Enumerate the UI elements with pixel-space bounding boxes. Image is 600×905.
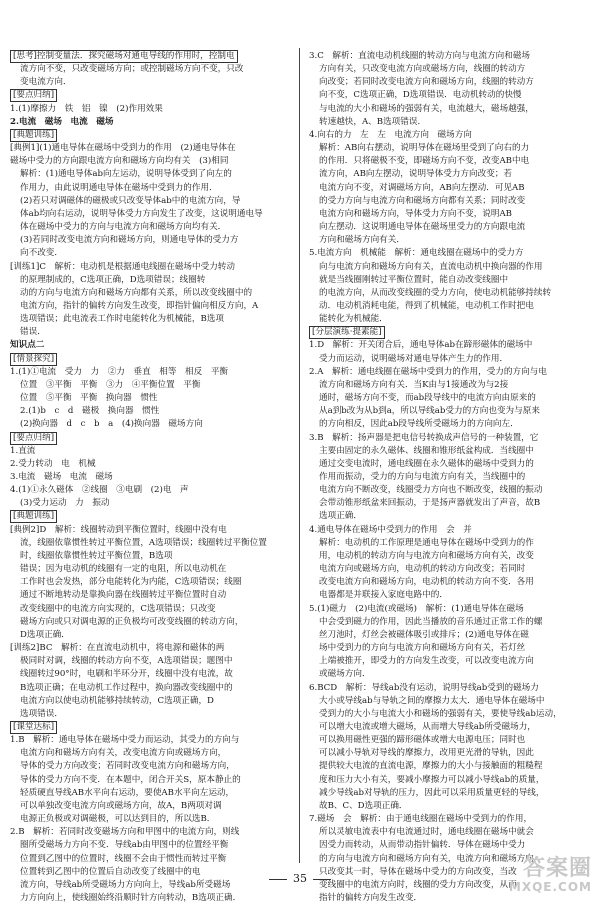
text-line: 磁场方向或只对调电源的正负极均可改变线圈的转动方向，	[20, 616, 244, 627]
text-line: 5.电流方向 机械能 解析：通电线圈在磁场中的受力方	[309, 248, 524, 259]
text-line: 流方向不变，只改变磁场方向；或控制磁场方向不变，只改	[20, 64, 244, 75]
text-line	[10, 129, 286, 142]
text-line: 2.电流 磁场 电流 磁场	[10, 116, 114, 127]
text-line: 所以灵敏电流表中有电流通过时，通电线圈在磁场中就会	[319, 827, 534, 838]
text-line: 转速越快，A、B选项错误．	[319, 116, 427, 127]
text-line: 电流方向和磁场方向，导体受力方向不变，说明AB	[319, 208, 512, 219]
section-label: [情景探究]	[10, 353, 57, 366]
text-line: 因受力而转动，从而带动指针偏转．导体在磁场中受力	[319, 840, 526, 851]
text-line: 位置到乙图中的位置时，线圈不会由于惯性而转过平衡	[20, 853, 227, 864]
text-line: 只改变其一时，导体在磁场中受力的方向改变，当改	[319, 866, 517, 877]
text-line: 电流方向，指针的偏转方向发生改变，即指针偏向相反方向，A	[20, 300, 259, 311]
text-line: 1.B 解析：通电导体在磁场中受力而运动，其受力的方向与	[10, 735, 240, 746]
text-line	[10, 89, 286, 102]
text-line: 错误；因为电动机的线圈有一定的电阻，所以电动机在	[20, 564, 227, 575]
text-line: [训练1]C 解析：电动机是根据通电线圈在磁场中受力转动	[10, 261, 235, 272]
text-line: 受到力的大小与电流大小和磁场的强弱有关，要使导线ab运动，	[319, 708, 562, 719]
text-line: 线圈转过90°时，电刷和半环分开，线圈中没有电流，故	[20, 669, 233, 680]
text-line: 可以单独改变电流方向或磁场方向，故A，B两项对调	[20, 800, 222, 811]
text-line: 的电流方向，从而改变线圈的受力方向，使电动机能够持续转	[319, 287, 552, 298]
text-line: 4.通电导体在磁场中受到力的作用 会 并	[309, 524, 472, 535]
text-line: 电流方向不变，对调磁场方向，AB向左摆动．可见AB	[319, 182, 525, 193]
text-line: 电源正负极或对调磁极，可以达到目的，所以选B．	[20, 814, 216, 825]
section-label: [分层演练·提素能]	[309, 326, 385, 339]
text-line: 流方向，AB向左摆动，说明导体受力方向改变；若	[319, 169, 512, 180]
text-line: 5.(1)磁力 (2)电流(或磁场) 解析：(1)通电导体在磁场	[309, 603, 524, 614]
text-line: 4.(1)①永久磁体 ②线圈 ③电刷 (2)电 声	[10, 485, 189, 496]
text-line: 的作用．只将磁极不变，即磁场方向不变，改变AB中电	[319, 156, 530, 167]
text-line: 知识点二	[10, 340, 45, 351]
text-line: 或磁场方向．	[319, 669, 371, 680]
text-line: 选项正确．	[319, 511, 362, 522]
text-line: 1.(1)①电流 受力 力 ②力 垂直 相等 相反 平衡	[10, 366, 229, 377]
text-line: 流，线圈依靠惯性转过平衡位置，A选项错误；线圈转过平衡位置	[20, 537, 267, 548]
text-line: 6.BCD 解析：导线ab没有运动，说明导线ab受到的磁场力	[309, 682, 539, 693]
section-label: [要点归纳]	[10, 432, 57, 445]
text-line: (3)若同时改变电流方向和磁场方向，则通电导体的受力方	[20, 235, 239, 246]
text-line: 2.(1)b c d 磁极 换向器 惯性	[20, 406, 160, 417]
text-line: 与电流的大小和磁场的强弱有关，电流越大，磁场越强，	[319, 103, 534, 114]
text-line: 动的方向与电流方向和磁场方向都有关系，所以改变线圈中的	[20, 287, 253, 298]
footer-rule-left	[269, 879, 287, 880]
text-line: 可以增大电流或增大磁场，从而增大导线ab所受磁场力，	[319, 721, 536, 732]
text-line: 场中受到力的方向与电流方向和磁场方向有关，若灯丝	[319, 643, 526, 654]
text-line: 圈所受磁场力方向不变．导线ab由甲图中的位置经平衡	[20, 840, 229, 851]
text-line: 变电流方向．	[20, 77, 72, 88]
text-line: 用，电动机的转动方向与电流方向和磁场方向有关，改变	[319, 550, 534, 561]
text-line: 导体的受力方向不变．在本题中，闭合开关S，原本静止的	[20, 774, 241, 785]
text-line: 上端被推开，即受力的方向发生改变，可以改变电流方向	[319, 656, 534, 667]
text-line: 向左摆动．这说明通电导体在磁场里受力的方向跟电流	[319, 222, 526, 233]
text-line: (2)换向器 d c b a (4)换向器 磁场方向	[20, 419, 203, 430]
text-line: 从a到b改为从b到a，所以导线ab受力的方向也变为与原来	[319, 406, 540, 417]
text-line: 位置 ⑤平衡 平衡 换向器 惯性	[20, 393, 158, 404]
text-line: 4.向右的力 左 左 电流方向 磁场方向	[309, 129, 472, 140]
text-line: 故B、C、D选项正确．	[319, 800, 408, 811]
text-line: 受力而运动，说明磁场对通电导体产生力的作用．	[319, 353, 509, 364]
text-line: 7.磁场 会 解析：由于通电线圈在磁场中受到力的作用，	[309, 814, 533, 825]
left-column	[10, 50, 286, 905]
section-label: [典题训练]	[10, 129, 57, 142]
section-label: [思考]控制变量法．探究磁场对通电导线的作用时，控制电	[10, 50, 238, 63]
text-line: [典例1](1)通电导体在磁场中受到力的作用 (2)通电导体在	[10, 143, 236, 154]
text-line: 大小或导线ab与导轨之间的摩擦力太大．通电导体在磁场中	[319, 695, 545, 706]
text-line: 中会受到磁力的作用，因此当播放的音乐通过正常工作的螺	[319, 616, 543, 627]
text-line	[10, 50, 286, 63]
text-line: 的原理制成的，C选项正确，D选项错误；线圈转	[20, 274, 206, 285]
column-divider	[299, 48, 300, 863]
text-line: 的受力方向与电流方向和磁场方向都有关系；同时改变	[319, 195, 526, 206]
text-line: 方向有关，只改变电流方向或磁场方向，线圈的转动方	[319, 64, 526, 75]
text-line: 电流方向以使电动机能够持续转动，C选项正确，D	[20, 695, 214, 706]
text-line	[10, 510, 286, 523]
text-line: 会带动锥形纸盆来回振动，于是扬声器就发出了声音，故B	[319, 498, 541, 509]
text-line: 电流方向或磁场方向，电动机的转动方向改变；若同时	[319, 564, 526, 575]
watermark-line2: MXQE.COM	[508, 880, 592, 894]
text-line: 作用力，由此说明通电导体在磁场中受到力的作用．	[20, 182, 218, 193]
text-line: 力方向向上，使线圈始终沿顺时针方向转动，B选项正确．	[20, 893, 242, 903]
text-line: 通时，磁场方向不变，而ab段导线中的电流方向由原来的	[319, 393, 536, 404]
text-line: 变线圈中的电流方向时，线圈的受力方向改变，从而	[319, 879, 517, 890]
text-line: 作用而振动，受力的方向与电流方向有关，当线圈中的	[319, 472, 526, 482]
text-line: D选项正确．	[20, 629, 70, 640]
text-line: 3.电流 磁场 电流 磁场	[10, 472, 113, 482]
text-line: 减少导线ab对导轨的压力，因此可以采用质量更轻的导线，	[319, 787, 545, 798]
text-line: 向不变，C选项正确，D选项错误．电动机转动的快慢	[319, 90, 522, 101]
text-line: 电流方向和磁场方向有关，改变电流方向或磁场方向，	[20, 748, 227, 759]
text-line: 2.B 解析：若同时改变磁场方向和甲图中的电流方向，则线	[10, 827, 240, 838]
text-line: 改变电流方向和磁场方向，电动机的转动方向不变．各用	[319, 577, 534, 588]
text-line	[10, 721, 286, 734]
text-line: 选项错误．	[20, 708, 63, 719]
text-line: 体在磁场中受力的方向与电流方向和磁场方向均有关．	[20, 222, 227, 233]
text-line: 方向和磁场方向有关．	[319, 235, 405, 246]
text-line: 体ab均向右运动，说明导体受力方向发生了改变，这说明通电导	[20, 208, 263, 219]
text-line: 的方向相反，因此ab段导线所受磁场力的方向向左．	[319, 419, 519, 430]
text-line: 向与电流方向和磁场方向有关，直流电动机中换向器的作用	[319, 261, 543, 272]
text-line: 解析：电动机的工作原理是通电导体在磁场中受到力的作	[319, 537, 534, 548]
text-line: 通过交变电流时，通电线圈在永久磁体的磁场中受到力的	[319, 458, 534, 469]
text-line: 1.D 解析：开关闭合后，通电导体ab在蹄形磁体的磁场中	[309, 340, 533, 351]
text-line: 就是当线圈刚转过平衡位置时，能自动改变线圈中	[319, 274, 509, 285]
text-line: 流方向，导线ab所受磁场力方向向上，导线ab所受磁场	[20, 879, 231, 890]
text-line: 1.直流	[10, 445, 36, 456]
text-line: 1.(1)摩擦力 铁 铝 镍 (2)作用效果	[10, 103, 163, 114]
text-line: 可以换用磁性更强的蹄形磁体或增大电源电压；同时也	[319, 735, 526, 746]
text-line: 流方向和磁场方向有关．当K由与1接通改为与2接	[319, 379, 509, 390]
text-line	[10, 353, 286, 366]
text-line: 错误．	[20, 327, 46, 338]
page-number: 35	[293, 872, 307, 885]
text-line: 2.A 解析：通电线圈在磁场中受到力的作用，受力的方向与电	[309, 366, 547, 377]
text-line: [训练2]BC 解析：在直流电动机中，将电源和磁体的两	[10, 643, 225, 654]
text-line	[309, 326, 585, 339]
text-line: 通过不断地转动是靠换向器在线圈转过平衡位置时自动	[20, 590, 227, 601]
right-column	[309, 50, 585, 905]
text-line: 度和压力大小有关，要减小摩擦力可以减小导线ab的质量，	[319, 774, 545, 785]
text-line: 向不改变．	[20, 248, 63, 259]
text-line: 指针的偏转方向发生改变．	[319, 893, 423, 903]
text-line	[10, 432, 286, 445]
text-line: [典例2]D 解析：线圈转动到平衡位置时，线圈中没有电	[10, 524, 227, 535]
section-label: [课堂达标]	[10, 721, 57, 734]
text-line: 选项错误；此电流表工作时电能转化为机械能，B选项	[20, 314, 224, 325]
text-line: 解析：(1)通电导体ab向左运动，说明导体受到了向左的	[20, 169, 232, 180]
text-line: 解析：AB向右摆动，说明导体在磁场里受到了向右的力	[319, 143, 530, 154]
text-line: 的方向与电流方向和磁场方向有关，电流方向和磁场方向	[319, 853, 534, 864]
footer-rule-right	[313, 879, 331, 880]
text-line: 主要由固定的永久磁体、线圈和锥形纸盆构成．当线圈中	[319, 445, 534, 456]
text-line: 工作时也会发热，部分电能转化为内能，C选项错误；线圈	[20, 577, 242, 588]
text-line: (2)若只对调磁体的磁极或只改变导体ab中的电流方向，导	[20, 195, 241, 206]
section-label: [要点归纳]	[10, 89, 57, 102]
text-line: 极同时对调，线圈的转动方向不变，A选项错误；题图中	[20, 656, 233, 667]
text-line: (3)受力运动 力 振动	[20, 498, 110, 509]
section-label: [典题训练]	[10, 510, 57, 523]
text-line: 电流方向不断改变，线圈受力方向也不断改变，线圈的振动	[319, 485, 543, 496]
text-line: 3.C 解析：直流电动机线圈的转动方向与电流方向和磁场	[309, 51, 531, 61]
text-line: 时，线圈依靠惯性转过平衡位置，B选项	[20, 550, 173, 561]
text-line: 轻质硬直导线AB水平向右运动，要使AB水平向左运动，	[20, 787, 235, 798]
text-line: 可以减小导轨对导线的摩擦力，改用更光滑的导轨，因此	[319, 748, 534, 759]
watermark-logo	[509, 858, 592, 894]
text-line: 3.B 解析：扬声器是把电信号转换成声信号的一种装置，它	[309, 432, 539, 443]
text-line: 丝刀池时，灯丝会被磁体吸引或排斥；(2)通电导体在磁	[319, 629, 529, 640]
text-line: 磁场中受力的方向跟电流方向和磁场方向均有关 (3)相同	[10, 156, 229, 167]
text-line: 导体的受力方向改变；若同时改变电流方向和磁场方向，	[20, 761, 235, 772]
text-line: 向改变；若同时改变电流方向和磁场方向，线圈的转动方	[319, 77, 534, 88]
text-line: 改变线圈中的电流方向实现的，C选项错误；只改变	[20, 603, 216, 614]
watermark-line1: 答案圈	[522, 856, 592, 881]
text-line: 电器都是并联接入家庭电路中的．	[319, 590, 448, 601]
text-line: 动．电动机消耗电能，得到了机械能，电动机工作时把电	[319, 300, 534, 311]
text-line: 能转化为机械能．	[319, 314, 388, 325]
text-line: 2.受力转动 电 机械	[10, 458, 96, 469]
text-line: B选项正确；在电动机工作过程中，换向器改变线圈中的	[20, 682, 233, 693]
text-line: 提供较大电流的直流电源，摩擦力的大小与接触面的粗糙程	[319, 761, 543, 772]
text-line: 位置 ③平衡 平衡 ③力 ④平衡位置 平衡	[20, 379, 201, 390]
text-line: 位置转到乙图中的位置后自动改变了线圈中的电	[20, 866, 201, 877]
